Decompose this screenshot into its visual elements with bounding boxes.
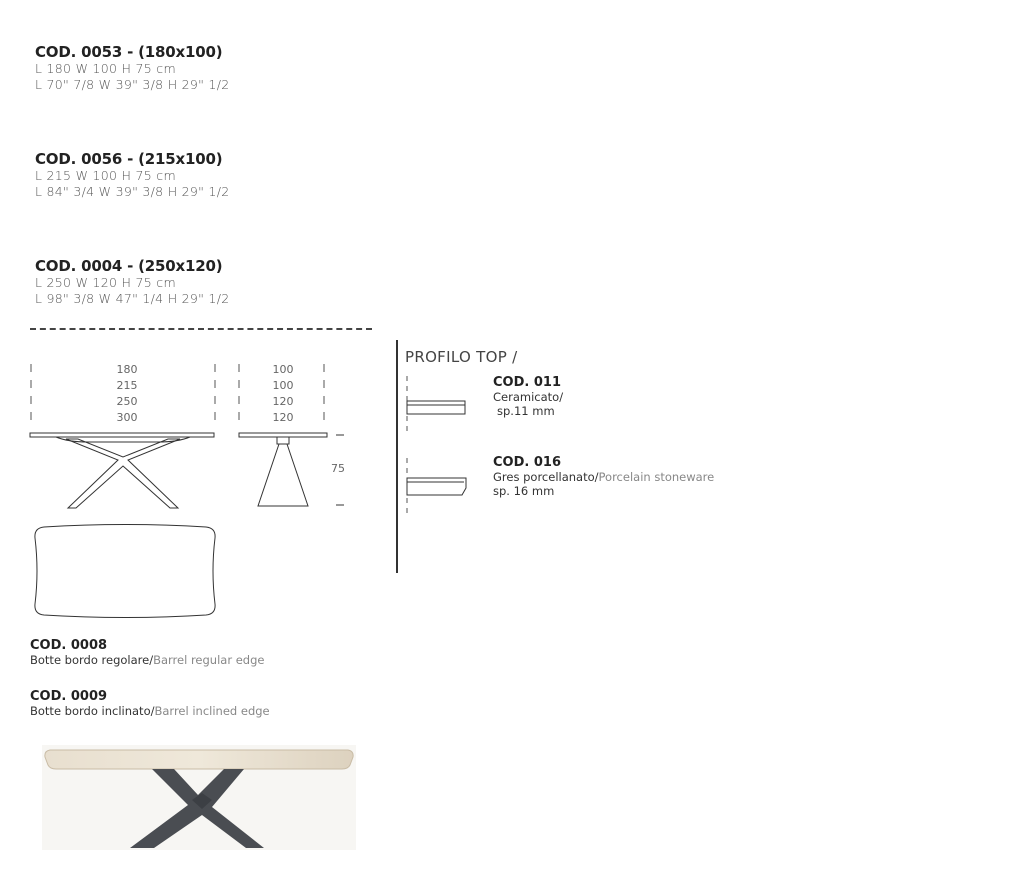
edge-label-en: Barrel regular edge [153, 653, 265, 667]
table-front-view-drawing-icon [28, 430, 218, 510]
width-value: 100 [272, 379, 294, 392]
width-value: 100 [272, 363, 294, 376]
model-dimensions-in: L 98" 3/8 W 47" 1/4 H 29" 1/2 [35, 291, 230, 306]
edge-label [30, 704, 270, 718]
profile-material [493, 390, 563, 404]
edge-item-0009 [30, 689, 270, 718]
model-dimensions-in: L 84" 3/4 W 39" 3/8 H 29" 1/2 [35, 184, 230, 199]
width-tick-marks-left [238, 364, 242, 420]
profile-code: COD. 016 [493, 455, 561, 470]
profile-material-english: Porcelain stoneware [598, 470, 715, 484]
length-tick-marks-right [214, 364, 218, 420]
profile-thickness: sp.11 mm [497, 404, 555, 418]
edge-code: COD. 0008 [30, 638, 108, 653]
edge-profile-011-icon [404, 376, 468, 436]
dashed-divider [30, 328, 372, 330]
model-block-0056 [35, 150, 230, 200]
model-dimensions-cm: L 215 W 100 H 75 cm [35, 168, 176, 183]
profilo-title: PROFILO TOP / [405, 348, 518, 366]
profile-material [493, 470, 714, 484]
length-values [100, 362, 154, 426]
width-values [264, 362, 302, 426]
length-value: 250 [116, 395, 138, 408]
length-value: 180 [116, 363, 138, 376]
table-photo-image [42, 745, 356, 850]
model-dimensions-cm: L 250 W 120 H 75 cm [35, 275, 176, 290]
profile-code: COD. 011 [493, 375, 561, 390]
width-value: 120 [272, 395, 294, 408]
width-value: 120 [272, 411, 294, 424]
profile-material-label: Gres porcellanato/ [493, 470, 599, 484]
height-value: 75 [331, 462, 345, 475]
barrel-top-shape-icon [32, 524, 218, 618]
edge-profile-016-icon [404, 458, 468, 518]
edge-label-it: Botte bordo regolare/ [30, 653, 154, 667]
edge-label-en: Barrel inclined edge [154, 704, 270, 718]
edge-item-0008 [30, 638, 264, 667]
model-block-0053 [35, 43, 230, 93]
width-tick-marks-right [323, 364, 327, 420]
profile-item-011 [493, 375, 563, 418]
edge-code: COD. 0009 [30, 689, 108, 704]
model-dimensions-cm: L 180 W 100 H 75 cm [35, 61, 176, 76]
model-code: COD. 0056 - (215x100) [35, 150, 223, 168]
profile-material-label: Ceramicato/ [493, 390, 564, 404]
profile-item-016 [493, 455, 714, 498]
length-value: 300 [116, 411, 138, 424]
length-value: 215 [116, 379, 138, 392]
profile-thickness: sp. 16 mm [493, 484, 555, 498]
edge-label [30, 653, 264, 667]
length-tick-marks-left [30, 364, 34, 420]
edge-label-it: Botte bordo inclinato/ [30, 704, 155, 718]
model-code: COD. 0053 - (180x100) [35, 43, 223, 61]
vertical-divider [396, 340, 398, 573]
model-block-0004 [35, 257, 230, 307]
model-dimensions-in: L 70" 7/8 W 39" 3/8 H 29" 1/2 [35, 77, 230, 92]
model-code: COD. 0004 - (250x120) [35, 257, 223, 275]
